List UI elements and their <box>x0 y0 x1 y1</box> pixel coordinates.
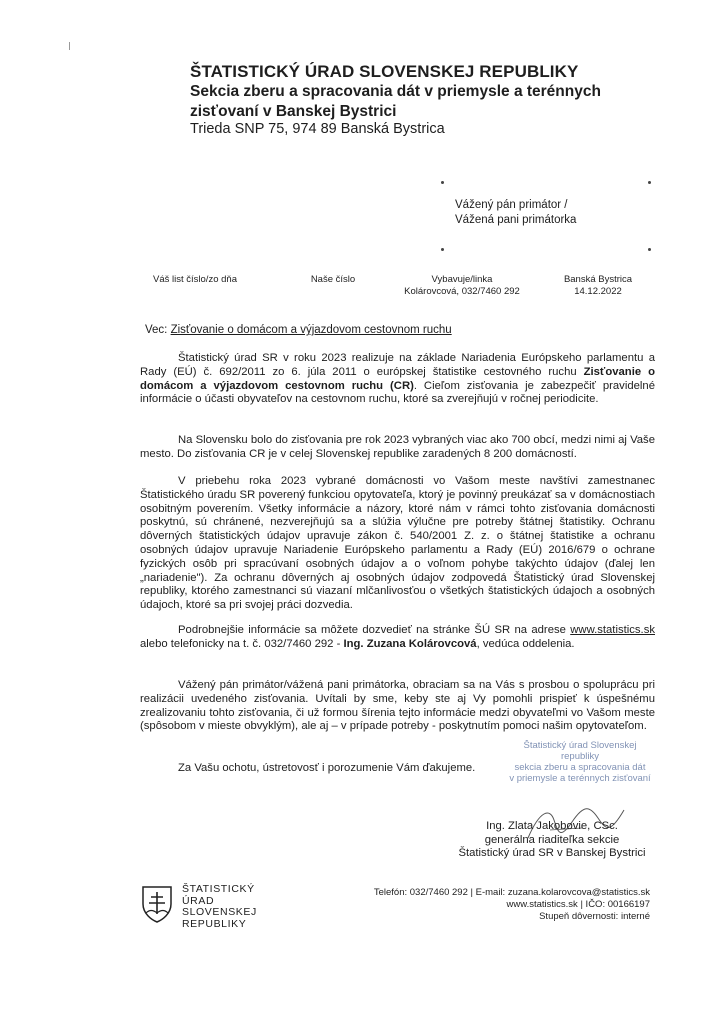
window-corner-mark <box>648 181 651 184</box>
subject-label: Vec: <box>145 324 168 336</box>
date: 14.12.2022 <box>574 286 622 297</box>
p5-text: Vážený pán primátor/vážená pani primátorka, obraciam sa na Vás s prosbou o spoluprácu pri realizácii uvedeného zisťovania. Uvítali by sme, keby ste aj Vy pomohli prispieť k úspešnému zrealizovaniu tohto zisťovania, či už formou šírenia tejto informácie medzi obyvateľmi vo Vašom meste (spôsobom v mieste obvyklým), ale aj – v prípade potreby - poskytnutím pomoci našim opytovateľom. <box>140 679 655 733</box>
official-stamp <box>505 740 655 784</box>
organization-name: ŠTATISTICKÝ ÚRAD SLOVENSKEJ REPUBLIKY <box>190 62 579 81</box>
subject-text: Zisťovanie o domácom a výjazdovom cestovnom ruchu <box>170 324 452 336</box>
signatory-title: generálna riaditeľka sekcie <box>484 833 620 846</box>
p4-text-mid: alebo telefonicky na t. č. 032/7460 292 - <box>140 637 344 650</box>
footer-email[interactable]: E-mail: zuzana.kolarovcova@statistics.sk <box>475 887 650 898</box>
p1-text-end: . Cieľom zisťovania je zabezpečiť pravidelné informácie o účasti obyvateľov na cestovnom ruchu, ktoré sa zverejňujú v ročnej periodicite. <box>140 379 655 406</box>
stamp-line: sekcia zberu a spracovania dát <box>514 762 646 773</box>
handled-by <box>392 274 532 298</box>
p4-text: Podrobnejšie informácie sa môžete dozvedieť na stránke ŠÚ SR na adrese <box>178 624 571 636</box>
p2-text: Na Slovensku bolo do zisťovania pre rok 2023 vybraných viac ako 700 obcí, medzi nimi aj Vaše mesto. Do zisťovania CR je v celej Slovenskej republike zaradených 8 200 domácností. <box>140 434 655 460</box>
place: Banská Bystrica <box>563 274 633 285</box>
footer-web-ico: www.statistics.sk | IČO: 00166197 <box>506 899 650 910</box>
subject-line <box>145 324 452 336</box>
footer-confidentiality: Stupeň dôvernosti: interné <box>539 911 650 922</box>
paragraph-1 <box>140 352 655 407</box>
recipient-line: Vážený pán primátor / <box>455 199 568 211</box>
stamp-line: Štatistický úrad Slovenskej republiky <box>523 740 637 762</box>
logo-line: ŠTATISTICKÝ <box>182 883 255 895</box>
place-date <box>548 274 648 298</box>
your-letter-label: Váš list číslo/zo dňa <box>153 274 237 285</box>
logo-line: ÚRAD <box>182 894 215 907</box>
recipient-block <box>455 198 576 228</box>
handled-label: Vybavuje/linka <box>431 274 493 285</box>
section-name: Sekcia zberu a spracovania dát v priemysle a terénnych zisťovaní v Banskej Bystrici <box>190 83 601 120</box>
paragraph-2 <box>140 434 655 462</box>
organization-address: Trieda SNP 75, 974 89 Banská Bystrica <box>190 121 445 137</box>
p1-text: Štatistický úrad SR v roku 2023 realizuje na základe Nariadenia Európskeho parlamentu a Rady (EÚ) č. 692/2011 zo 6. júla 2011 o európskej štatistike cestovného ruchu <box>140 352 655 378</box>
p4-text-end: , vedúca oddelenia. <box>476 637 575 650</box>
window-corner-mark <box>648 248 651 251</box>
website-link[interactable]: www.statistics.sk <box>570 624 655 636</box>
footer-contact: Telefón: 032/7460 292 | E-mail: zuzana.kolarovcova@statistics.sk www.statistics.sk | IČO: 00166197 Stupeň dôvernosti: interné <box>330 887 650 923</box>
recipient-line: Vážená pani primátorka <box>455 214 577 226</box>
footer-phone: Telefón: 032/7460 292 <box>373 887 468 898</box>
logo-line: SLOVENSKEJ <box>182 906 257 918</box>
paragraph-4 <box>140 624 655 652</box>
paragraph-5 <box>140 679 655 734</box>
stamp-line: v priemysle a terénnych zisťovaní <box>509 773 651 784</box>
signatory-name: Ing. Zlata Jakobovie, CSc. <box>486 820 618 832</box>
logo-line: REPUBLIKY <box>182 917 247 930</box>
p6-text: Za Vašu ochotu, ústretovosť i porozumenie Vám ďakujeme. <box>178 762 476 774</box>
logo-wordmark <box>182 884 257 930</box>
survey-name: Zisťovanie o domácom a výjazdovom cestovnom ruchu (CR) <box>140 365 655 392</box>
contact-person: Ing. Zuzana Kolárovcová <box>343 637 477 650</box>
our-number-label: Naše číslo <box>310 274 356 285</box>
handled-value: Kolárovcová, 032/7460 292 <box>404 286 520 297</box>
p3-text: V priebehu roka 2023 vybrané domácnosti vo Vašom meste navštívi zamestnanec Štatistického úradu SR poverený funkciou opytovateľa, ktorý je povinný preukázať sa v domácnostiach osobitným poverením. Všetky informácie a názory, ktoré nám v rámci tohto zisťovania domácnosti poskytnú, sú chránené, nezverejňujú sa a slúžia výlučne pre potreby štátnej štatistiky. Ochranu dôverných štatistických údajov upravuje zákon č. 540/2001 Z. z. o štátnej štatistike a ochranu osobných údajov upravuje Nariadenie Európskeho parlamentu a Rady (EÚ) 2016/679 o ochrane fyzických osôb pri spracúvaní osobných údajov a o voľnom pohybe takýchto údajov (ďalej len „nariadenie"). Za ochranu dôverných aj osobných údajov zodpovedá Štatistický úrad Slovenskej republiky, ktorého zamestnanci sú viazaní mlčanlivosťou o všetkých štatistických údajoch a osobných údajoch, ktoré sa pri svojej práci dozvedia. <box>140 475 655 612</box>
paragraph-3 <box>140 475 655 613</box>
window-corner-mark <box>441 248 444 251</box>
coat-of-arms-icon <box>140 884 174 924</box>
window-corner-mark <box>441 181 444 184</box>
scan-mark <box>69 42 70 50</box>
signature-block <box>452 820 652 861</box>
signatory-office: Štatistický úrad SR v Banskej Bystrici <box>458 847 646 859</box>
